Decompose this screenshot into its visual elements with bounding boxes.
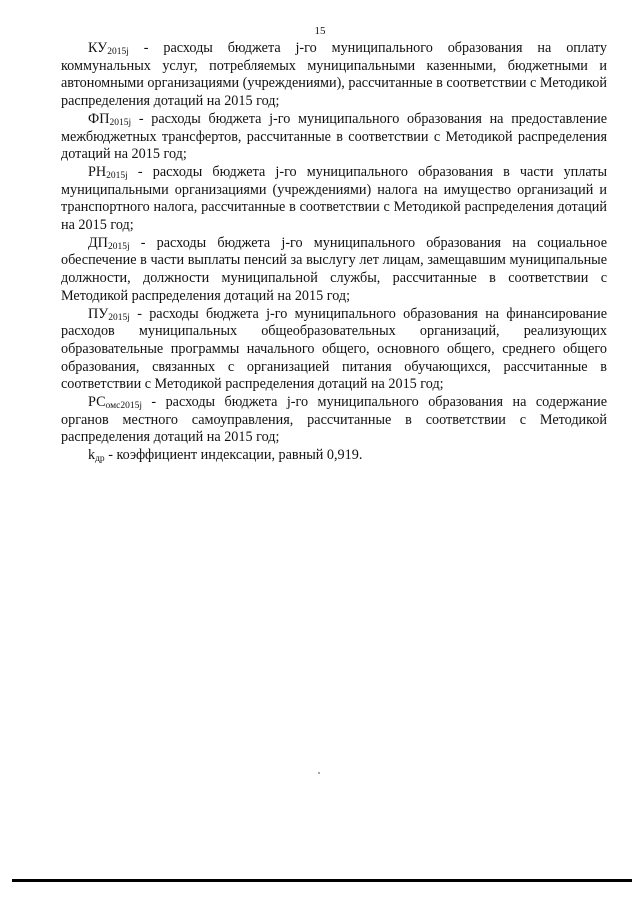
- definition-text: - расходы бюджета j-го муниципального образования на оплату коммунальных услуг, потребляемых муниципальными казенными, бюджетными и автономными организациями (учреждениями), рассчитанные в соответствии с Методикой распределения дотаций на 2015 год;: [61, 40, 607, 110]
- scan-speck: [318, 772, 320, 774]
- definition-text: - расходы бюджета j-го муниципального образования на финансирование расходов муниципальных общеобразовательных организаций, реализующих образовательные программы начального общего, основного общего, среднего общего образования, связанных с организацией питания обучающихся, рассчитанные в соответствии с Методикой распределения дотаций на 2015 год;: [61, 305, 607, 393]
- term-subscript: др: [95, 454, 105, 465]
- definition-rn: [61, 164, 607, 235]
- definition-text: - расходы бюджета j-го муниципального образования в части уплаты муниципальными организациями (учреждениями) налога на имущество организаций и транспортного налога, рассчитанные в соответствии с Методикой распределения дотаций на 2015 год;: [61, 163, 607, 234]
- term-symbol: [88, 394, 142, 410]
- page-number: 15: [314, 25, 326, 37]
- term-subscript: омс2015j: [105, 401, 142, 412]
- definition-text: - расходы бюджета j-го муниципального образования на социальное обеспечение в части выплаты пенсий за выслугу лет лицам, замещавшим муниципальные должности, должности муниципальной службы, рассчитанные в соответствии с Методикой распределения дотаций на 2015 год;: [61, 234, 607, 304]
- term-letters: РН: [88, 163, 107, 180]
- term-symbol: [88, 111, 131, 127]
- term-letters: КУ: [88, 40, 108, 56]
- definition-pu: [61, 306, 607, 395]
- definition-kdr: [61, 447, 607, 465]
- term-symbol: [88, 164, 128, 180]
- definition-text: - расходы бюджета j-го муниципального образования на предоставление межбюджетных трансфертов, рассчитанные в соответствии с Методикой распределения дотаций на 2015 год;: [61, 110, 607, 163]
- term-letters: ФП: [88, 110, 110, 127]
- term-letters: ПУ: [88, 305, 109, 322]
- term-symbol: [88, 306, 130, 322]
- definitions-list: [61, 40, 607, 465]
- term-subscript: 2015j: [107, 241, 130, 252]
- term-subscript: 2015j: [109, 117, 132, 128]
- term-letters: k: [88, 447, 96, 464]
- term-subscript: 2015j: [106, 170, 128, 181]
- term-subscript: 2015j: [107, 47, 129, 57]
- term-subscript: 2015j: [108, 312, 130, 323]
- definition-text: - расходы бюджета j-го муниципального образования на содержание органов местного самоуправления, рассчитанные в соответствии с Методикой распределения дотаций на 2015 год;: [61, 394, 607, 446]
- definition-text: - коэффициент индексации, равный 0,919.: [104, 447, 363, 464]
- page-bottom-edge: [12, 879, 632, 882]
- term-symbol: [88, 447, 105, 463]
- term-letters: РС: [88, 394, 106, 411]
- definition-rs: [61, 394, 607, 447]
- term-symbol: [88, 40, 129, 56]
- term-letters: ДП: [88, 234, 108, 251]
- definition-dp: [61, 235, 607, 306]
- definition-ku: [61, 40, 607, 111]
- term-symbol: [88, 235, 130, 251]
- definition-fp: [61, 111, 607, 164]
